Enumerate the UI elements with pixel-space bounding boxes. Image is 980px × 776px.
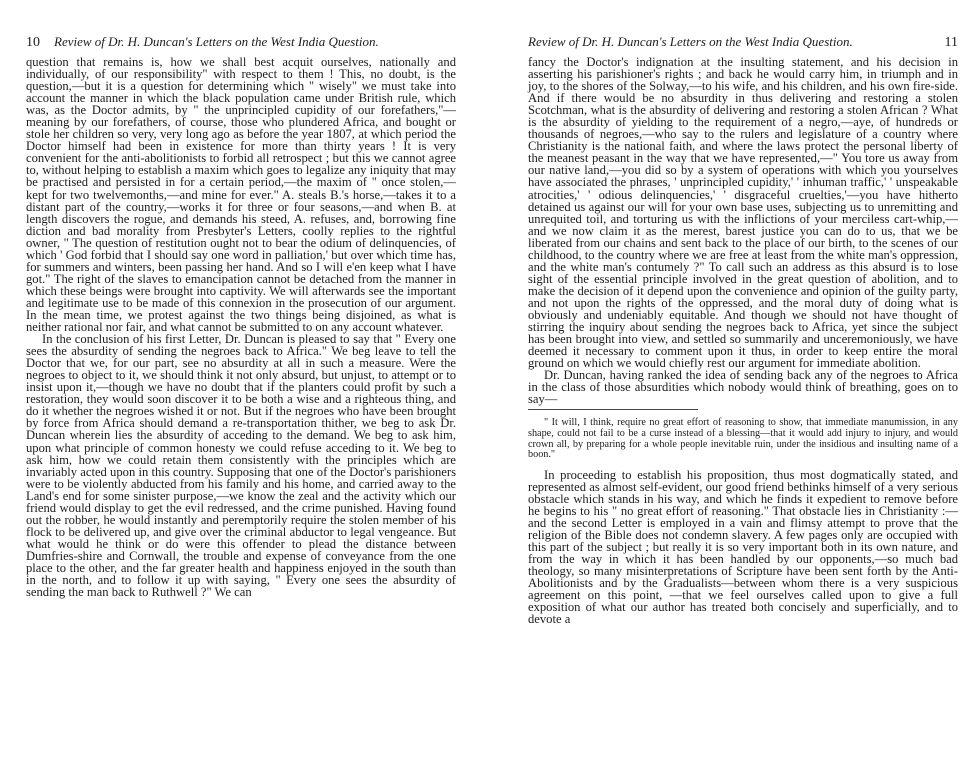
right-paragraph-2: Dr. Duncan, having ranked the idea of sending back any of the negroes to Africa in the class of those absurdities which nobody would think of breathing, goes on to say— [528, 368, 958, 407]
running-header-left [26, 34, 456, 54]
page-number-left: 10 [26, 35, 40, 50]
quotation-divider [528, 409, 698, 410]
right-paragraph-1: fancy the Doctor's indignation at the insulting statement, and his decision in asserting his parishioner's rights ; and back he would carry him, in triumph and in joy, to the shores of the Solway,—to his wife, and his children, and his own fire-side. And if there would be no absurdity in thus delivering and restoring a stolen Scotchman, what is the absurdity of delivering and restoring a stolen African ? What is the absurdity of yielding to the requirement of a negro,—aye, of hundreds or thousands of negroes,—who say to the rulers and legislature of a country where Christianity is the national faith, and where the laws protect the personal liberty of the meanest peasant in the way that we have represented,—" You tore us away from our native land,—you did so by a system of operations with which you yourselves have associated the phrases, ' unprincipled cupidity,' ' inhuman traffic,' ' unspeakable atrocities,' ' odious delinquencies,' ' disgraceful cruelties,'—you have hitherto detained us against our will for your own base uses, subjecting us to unremitting and unrequited toil, and torturing us with the inflictions of your merciless cart-whip,—and we now claim it as the merest, barest justice you can do to us, that we be liberated from our chains and sent back to the place of our birth, to the scenes of our childhood, to the country where we are free at least from the white man's oppression, and the white man's contumely ?" To call such an address as this absurd is to lose sight of the essential principle involved in the great question of abolition, and to make the decision of it depend upon the convenience and opinion of the guilty party, and not upon the rights of the oppressed, and the moral duty of doing what is obviously and undeniably equitable. And though we should not have thought of stirring the inquiry about sending the negroes back to Africa, yet since the subject has been brought into view, and settled so summarily and unceremoniously, we have deemed it necessary to comment upon it thus, in order to keep entire the moral ground on which we would chiefly rest our argument for immediate abolition. [528, 55, 958, 371]
right-paragraph-3: In proceeding to establish his proposition, thus most dogmatically stated, and represented as almost self-evident, our good friend bethinks himself of a very serious obstacle which stands in his way, and which he finds it expedient to remove before he begins to his " no great effort of reasoning." That obstacle lies in Christianity :—and the second Letter is employed in a vain and flimsy attempt to prove that the religion of the Bible does not condemn slavery. A few pages only are occupied with this part of the subject ; but really it is so very important both in its own nature, and from the way in which it has been handled by our opponents,—so much bad theology, so many misinterpretations of Scripture have been sent forth by the Anti-Abolitionists and by the Gradualists—between whom there is a very suspicious agreement on this point, —that we feel ourselves called upon to give a full exposition of what our author has treated both concisely and superficially, and to devote a [528, 467, 958, 627]
running-head-left: Review of Dr. H. Duncan's Letters on the West India Question. [54, 34, 379, 49]
page-number-right: 11 [944, 35, 958, 50]
right-page [528, 34, 958, 625]
left-paragraph-2: In the conclusion of his first Letter, Dr. Duncan is pleased to say that " Every one sees the absurdity of sending the negroes back to Africa." We beg leave to tell the Doctor that we, for our part, see no absurdity at all in such a measure. Were the negroes to object to it, we should think it not only absurd, but unjust, to attempt or to insist upon it,—though we have no doubt that if the planters could profit by such a restoration, they would soon discover it to be both a wise and a righteous thing, and do it whether the negroes wished it or not. But if the negroes who have been brought by force from Africa should demand a re-transportation thither, we beg to ask Dr. Duncan wherein lies the absurdity of acceding to the demand. We beg to ask him, upon what principle of common honesty we could refuse acceding to it. We beg to ask him, how we could retain them consistently with the principles which are invariably acted upon in this country. Supposing that one of the Doctor's parishioners were to be violently abducted from his family and his home, and carried away to the Land's end for some sinister purpose,—we know the zeal and the activity which our friend would display to get the evil redressed, and the crime punished. Having found out the robber, he would instantly and peremptorily require the stolen member of his flock to be delivered up, and give over the criminal abductor to legal vengeance. But what would he think or do were this offender to plead the distance between Dumfries-shire and Cornwall, the trouble and expense of conveyance from the one place to the other, and the far greater health and happiness enjoyed in the south than in the north, and to follow it up with saying, " Every one sees the absurdity of sending the man back to Ruthwell ?" We can [26, 332, 456, 600]
running-head-right: Review of Dr. H. Duncan's Letters on the West India Question. [528, 34, 853, 49]
left-page [26, 34, 456, 598]
block-quotation: " It will, I think, require no great effort of reasoning to show, that immediate manumission, in any shape, could not fail to be a curse instead of a blessing—that it would add injury to injury, and would crown all, by preparing for a whole people inevitable ruin, under the insidious and insulting name of a boon." [528, 417, 958, 461]
running-header-right [528, 34, 958, 54]
left-paragraph-1: question that remains is, how we shall best acquit ourselves, nationally and individually, of our responsibility" with respect to them ! This, no doubt, is the question,—but it is a question for determining which " wisely" we must take into account the manner in which the black population came under British rule, which was, as the Doctor admits, by " the unprincipled cupidity of our forefathers,"—meaning by our forefathers, of course, those who plundered Africa, and bought or stole her children so very, very long ago as before the year 1807, at which period the Doctor himself had been in existence for more than thirty years ! It is very convenient for the anti-abolitionists to forbid all retrospect ; but this we cannot agree to, without helping to establish a maxim which goes to legalize any iniquity that may be practised and persisted in for a certain period,—the maxim of " once stolen,—kept for two twelvemonths,—and mine for ever." A. steals B.'s horse,—takes it to a distant part of the country,—works it for three or four seasons,—and when B. at length discovers the rogue, and demands his steed, A. refuses, and, borrowing fine diction and bad morality from Presbyter's Letters, coolly replies to the rightful owner, " The question of restitution ought not to bear the odium of delinquencies, of which ' God forbid that I should say one word in palliation,' but over which time has, for summers and winters, been passing her hand. And so I will e'en keep what I have got." The right of the slaves to emancipation cannot be detached from the manner in which these beings were brought into captivity. We will afterwards see the important and legitimate use to be made of this connexion in the prosecution of our argument. In the mean time, we protest against the two things being disjoined, as what is neither rational nor fair, and what cannot be submitted to on any account whatever. [26, 55, 456, 335]
